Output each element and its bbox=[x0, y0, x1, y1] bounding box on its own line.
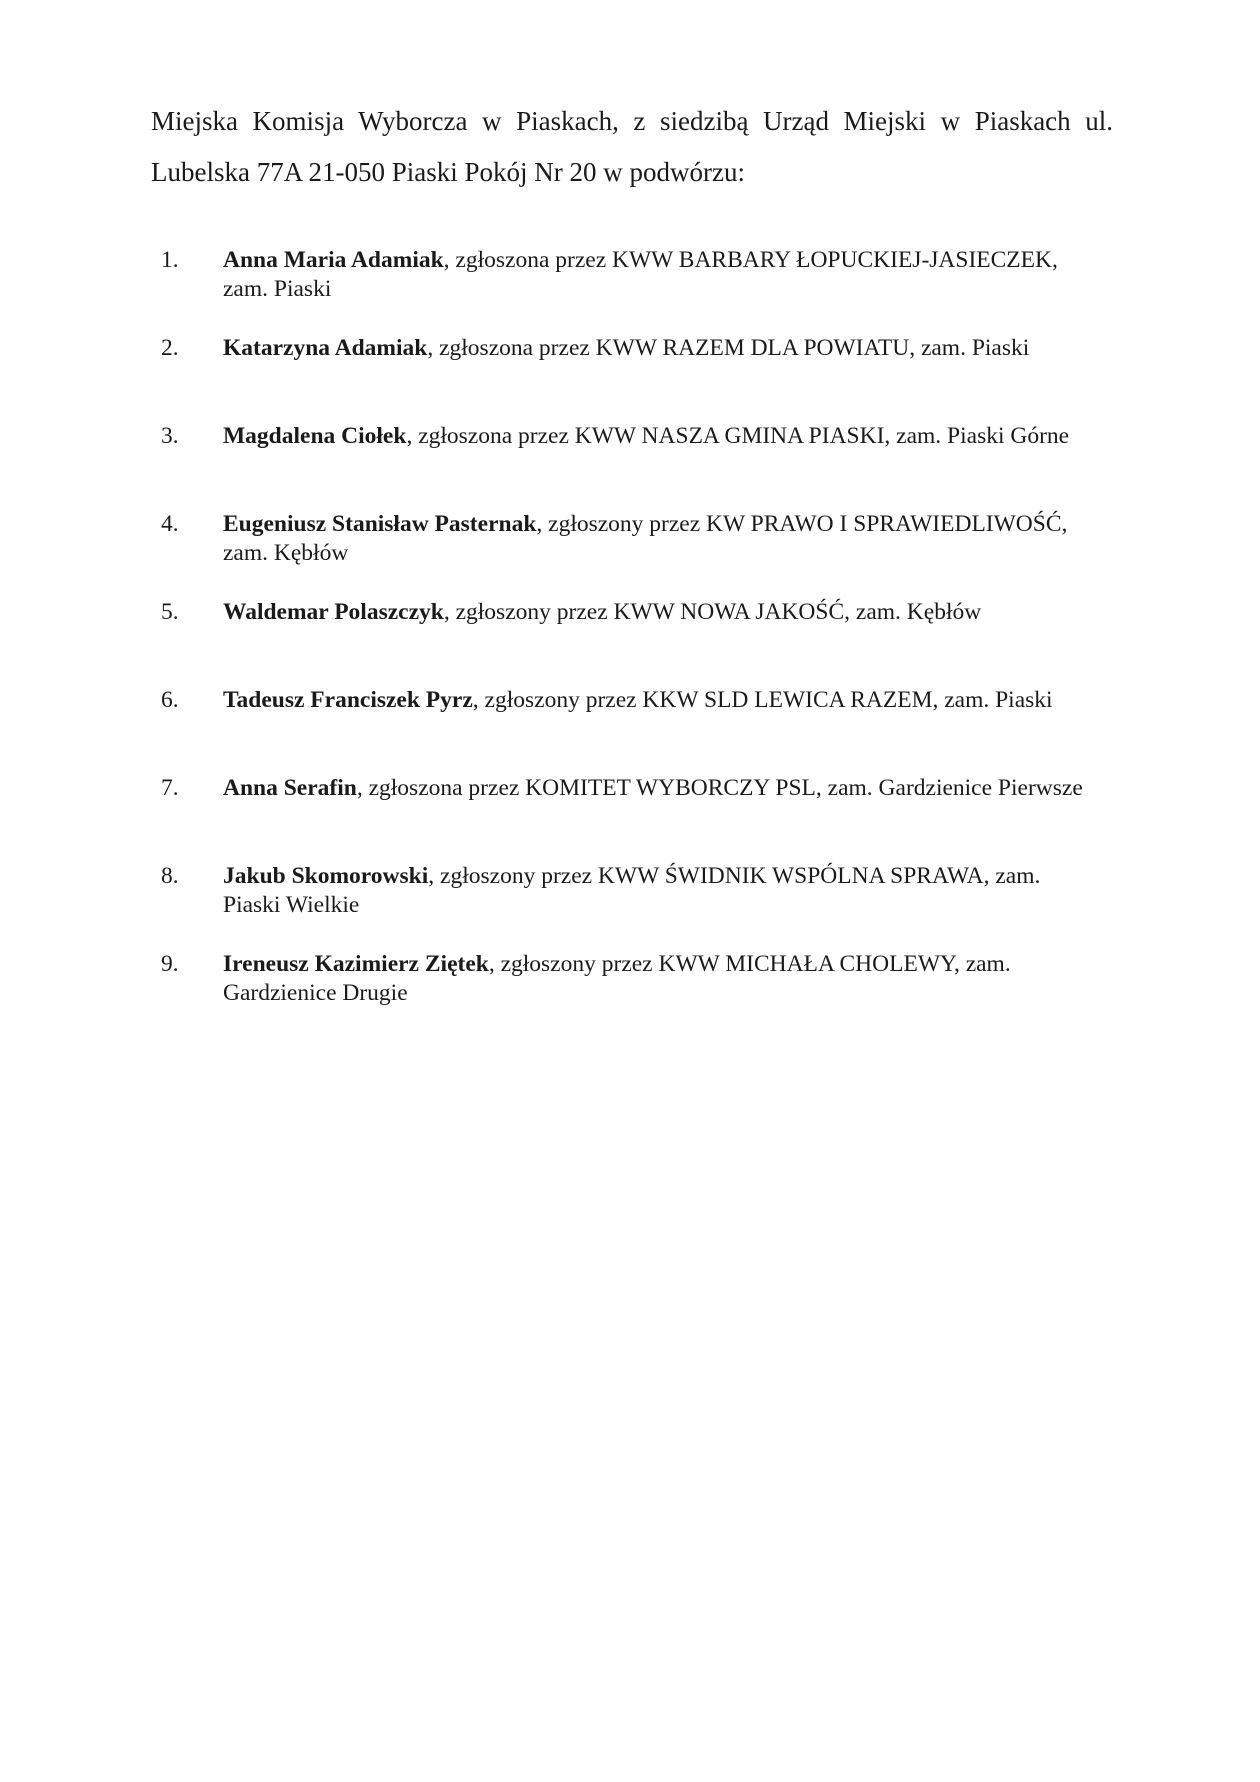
members-list bbox=[151, 246, 1113, 1038]
list-item bbox=[151, 686, 1113, 774]
item-number: 3. bbox=[161, 423, 179, 449]
member-details: , zgłoszona przez KWW BARBARY ŁOPUCKIEJ-JASIECZEK, zam. Piaski bbox=[223, 247, 1058, 302]
item-body bbox=[223, 246, 1093, 304]
item-number: 9. bbox=[161, 951, 179, 977]
item-number: 1. bbox=[161, 247, 179, 273]
list-item bbox=[151, 598, 1113, 686]
member-name: Tadeusz Franciszek Pyrz bbox=[223, 687, 473, 713]
item-body bbox=[223, 686, 1093, 715]
item-body bbox=[223, 422, 1093, 451]
list-item bbox=[151, 774, 1113, 862]
item-number: 5. bbox=[161, 599, 179, 625]
member-name: Anna Maria Adamiak bbox=[223, 247, 444, 273]
member-name: Anna Serafin bbox=[223, 775, 357, 801]
item-body bbox=[223, 598, 1093, 627]
member-name: Jakub Skomorowski bbox=[223, 863, 429, 889]
member-name: Magdalena Ciołek bbox=[223, 423, 407, 449]
member-name: Waldemar Polaszczyk bbox=[223, 599, 444, 625]
item-number: 7. bbox=[161, 775, 179, 801]
member-name: Katarzyna Adamiak bbox=[223, 335, 428, 361]
commission-address: Miejska Komisja Wyborcza w Piaskach, z siedzibą Urząd Miejski w Piaskach ul. Lubelska 77A 21-050 Piaski Pokój Nr 20 w podwórzu: bbox=[151, 106, 1113, 187]
member-details: , zgłoszony przez KW PRAWO I SPRAWIEDLIWOŚĆ, zam. Kębłów bbox=[223, 511, 1068, 566]
member-details: , zgłoszona przez KWW RAZEM DLA POWIATU, zam. Piaski bbox=[427, 335, 1030, 361]
item-number: 2. bbox=[161, 335, 179, 361]
item-body bbox=[223, 510, 1093, 568]
item-body bbox=[223, 950, 1093, 1008]
member-details: , zgłoszona przez KWW NASZA GMINA PIASKI, zam. Piaski Górne bbox=[406, 423, 1070, 449]
member-name: Ireneusz Kazimierz Ziętek bbox=[223, 951, 489, 977]
list-item bbox=[151, 510, 1113, 598]
item-number: 6. bbox=[161, 687, 179, 713]
member-details: , zgłoszony przez KWW MICHAŁA CHOLEWY, zam. Gardzienice Drugie bbox=[223, 951, 1011, 1006]
member-details: , zgłoszony przez KWW NOWA JAKOŚĆ, zam. Kębłów bbox=[443, 599, 982, 625]
item-body bbox=[223, 334, 1093, 363]
member-details: , zgłoszona przez KOMITET WYBORCZY PSL, zam. Gardzienice Pierwsze bbox=[356, 775, 1083, 801]
member-details: , zgłoszony przez KKW SLD LEWICA RAZEM, zam. Piaski bbox=[472, 687, 1053, 713]
list-item bbox=[151, 422, 1113, 510]
member-details: , zgłoszony przez KWW ŚWIDNIK WSPÓLNA SPRAWA, zam. Piaski Wielkie bbox=[223, 863, 1041, 918]
list-item bbox=[151, 950, 1113, 1038]
list-item bbox=[151, 862, 1113, 950]
item-body bbox=[223, 774, 1093, 803]
item-body bbox=[223, 862, 1093, 920]
list-item bbox=[151, 334, 1113, 422]
member-name: Eugeniusz Stanisław Pasternak bbox=[223, 511, 537, 537]
list-item bbox=[151, 246, 1113, 334]
item-number: 8. bbox=[161, 863, 179, 889]
item-number: 4. bbox=[161, 511, 179, 537]
